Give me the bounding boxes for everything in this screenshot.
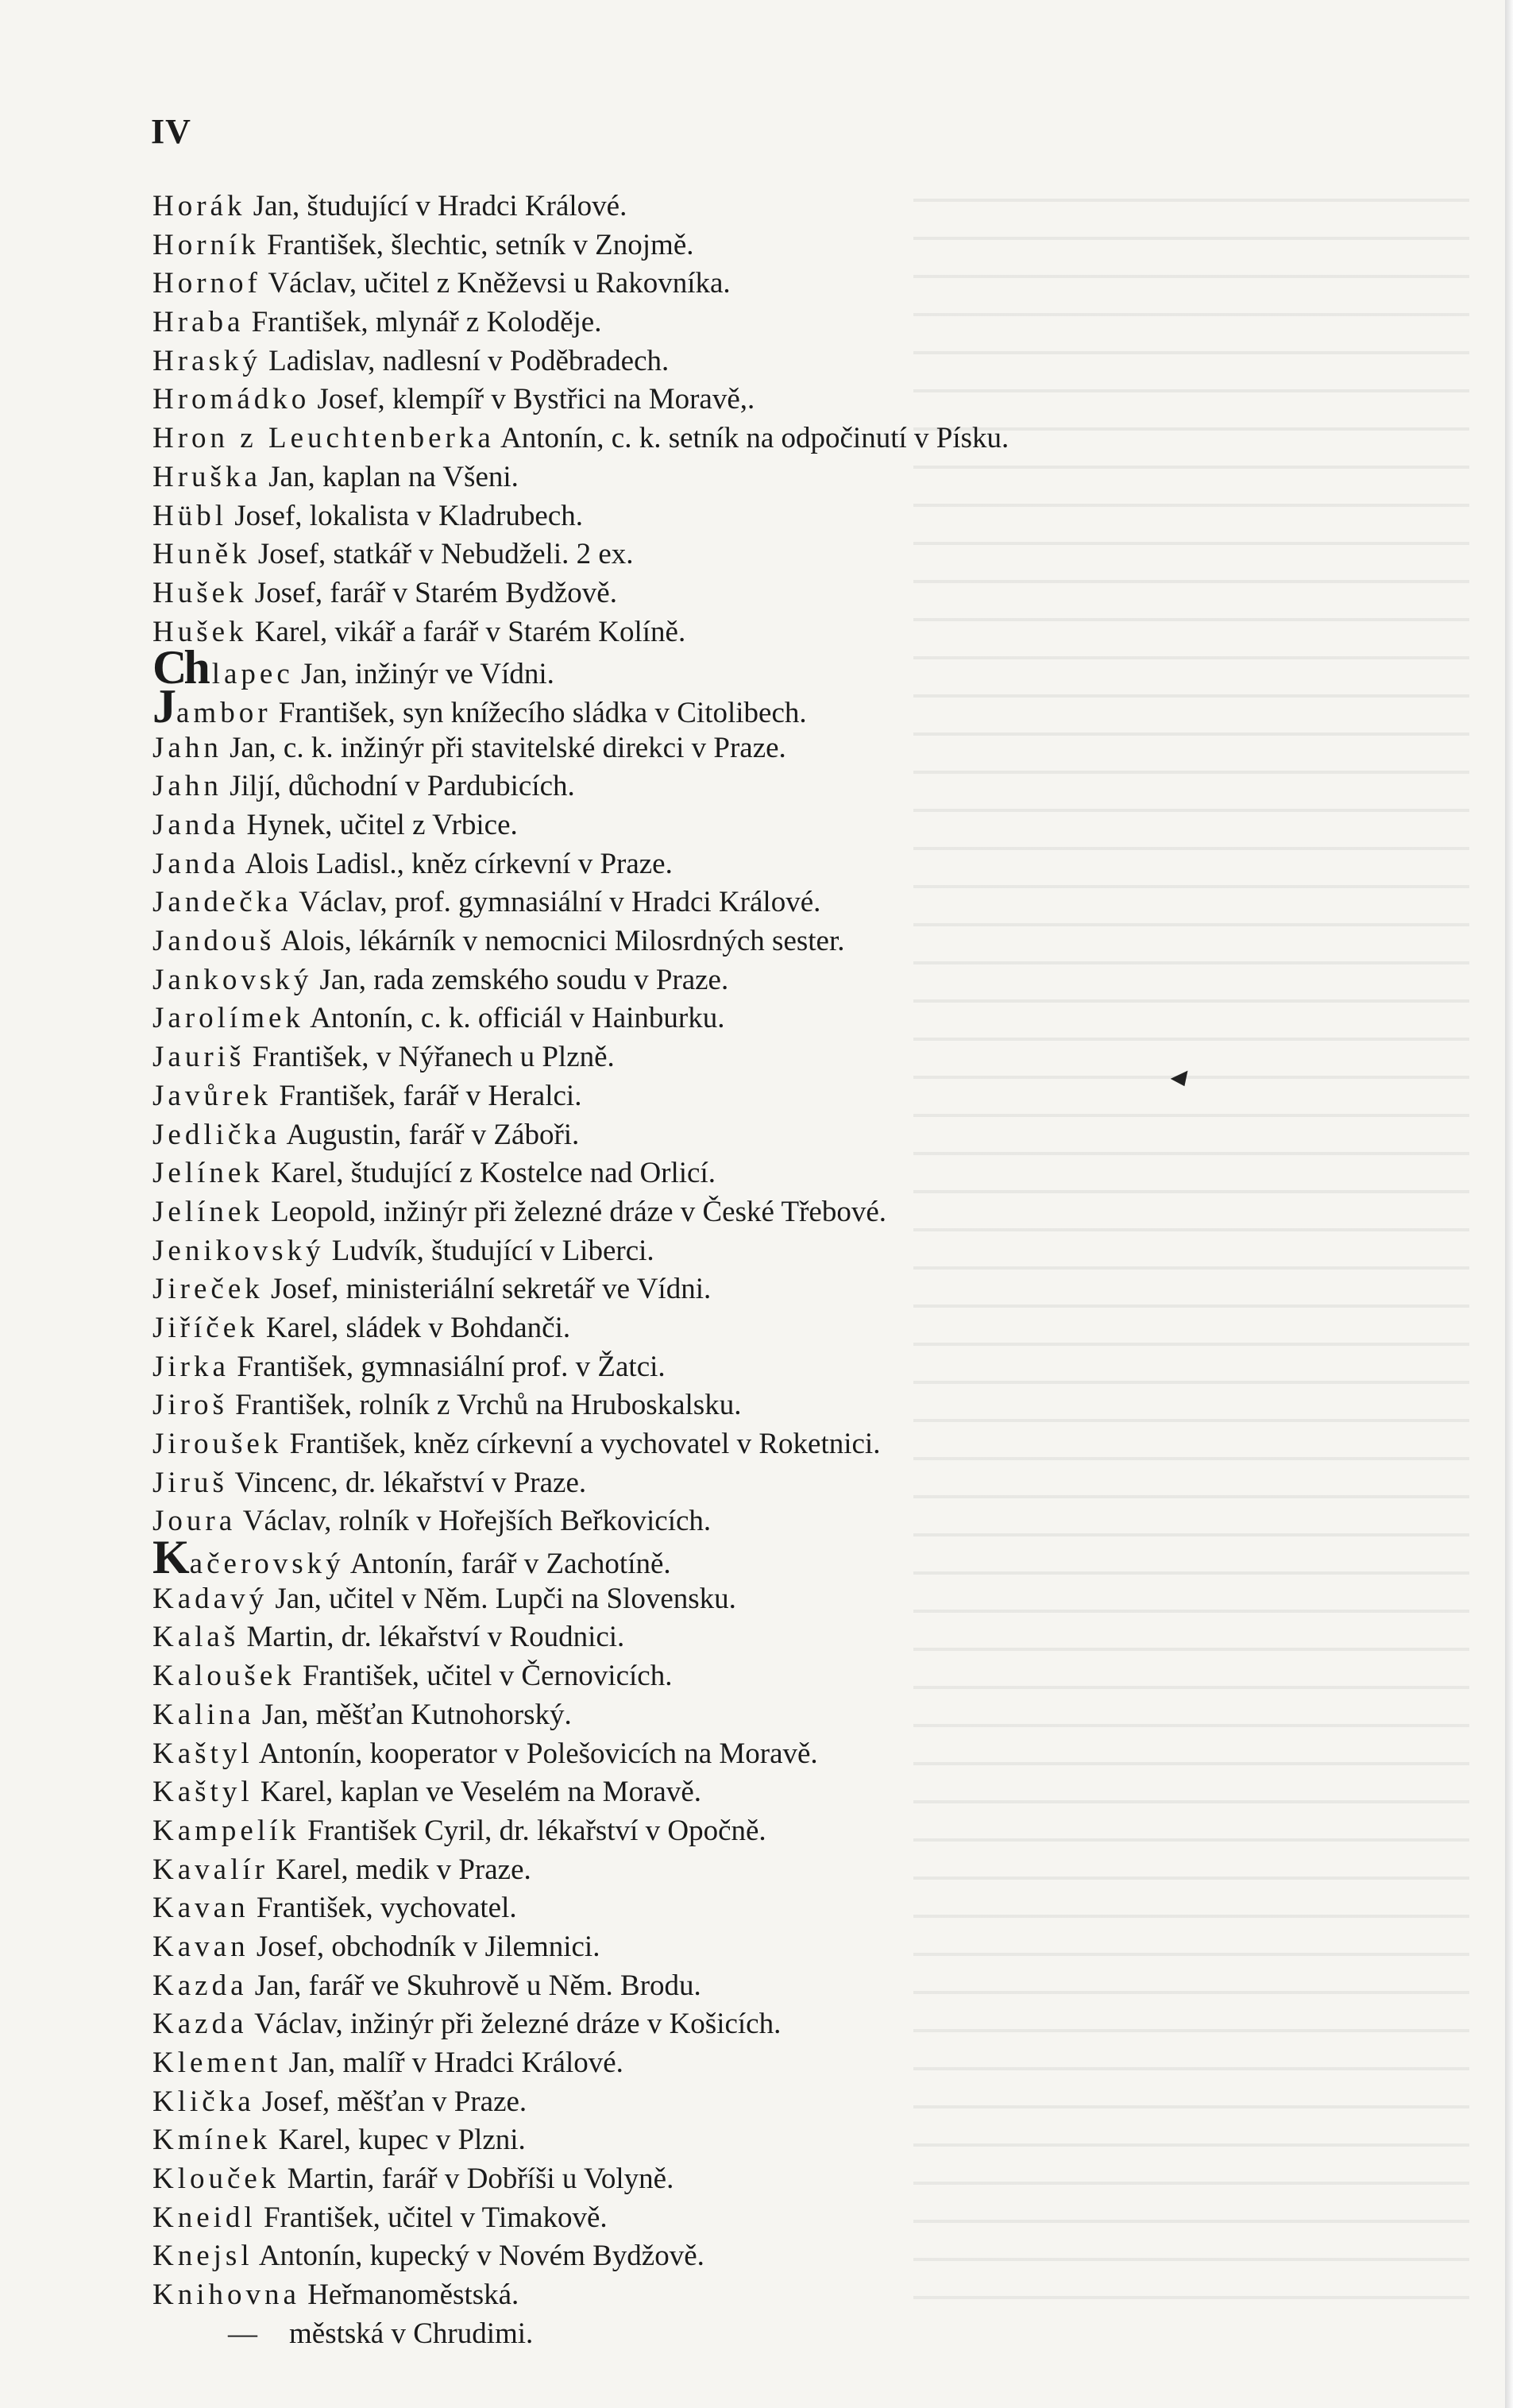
list-item [152,2199,1344,2238]
entry-details: Václav, rolník v Hořejších Beřkovicích. [236,1505,712,1538]
list-item [152,613,1344,652]
surname: Kazda [152,1969,248,2002]
list-item [152,2160,1344,2199]
entry-details: Augustin, farář v Záboři. [280,1118,580,1151]
list-item [152,1580,1344,1619]
entry-details: František, kněz církevní a vychovatel v Roketnici. [282,1428,881,1460]
entry-details: Ludvík, študující v Liberci. [324,1234,654,1267]
entry-details: František, šlechtic, setník v Znojmě. [259,228,694,261]
surname: Jiroš [152,1389,228,1422]
entry-details: Karel, vikář a farář v Starém Kolíně. [247,615,686,648]
list-item [152,1502,1344,1541]
entry-details: Jan, učitel v Něm. Lupči na Slovensku. [268,1582,736,1615]
list-item [152,419,1344,458]
list-item [152,2276,1344,2315]
surname: Jelínek [152,1157,264,1190]
list-item [152,226,1344,265]
list-item [152,2237,1344,2276]
entry-details: městská v Chrudimi. [289,2317,534,2350]
entry-details: Martin, dr. lékařství v Roudnici. [239,1621,625,1654]
surname: Huněk [152,538,251,571]
surname: Hornof [152,267,261,300]
list-item [152,1696,1344,1735]
surname: lapec [211,658,294,691]
entry-details: Antonín, farář v Zachotíně. [344,1548,671,1581]
entry-details: František Cyril, dr. lékařství v Opočně. [299,1814,766,1847]
list-item [152,999,1344,1038]
entry-details: František, mlynář z Koloděje. [244,306,602,339]
section-initial: J [152,679,176,732]
surname: Klouček [152,2163,280,2196]
entry-details: Heřmanoměstská. [299,2279,519,2312]
surname: Hraba [152,306,245,339]
list-item [152,767,1344,806]
list-item [152,1735,1344,1774]
entry-details: Jan, rada zemského soudu v Praze. [312,963,729,996]
entry-details: Jan, inžinýr ve Vídni. [293,658,554,691]
surname: Knejsl [152,2240,253,2273]
list-item [152,845,1344,884]
entry-details: Karel, medik v Praze. [268,1853,531,1886]
entry-details: Antonín, kooperator v Polešovicích na Moravě. [253,1737,818,1770]
entry-details: Jan, študující v Hradci Králové. [245,190,627,222]
list-item [152,1657,1344,1696]
entry-details: Vincenc, dr. lékařství v Praze. [227,1466,587,1499]
entry-details: František, farář v Heralci. [272,1079,582,1112]
entry-details: Václav, prof. gymnasiální v Hradci Králové. [291,886,821,919]
list-item [152,961,1344,1000]
entry-details: Jan, měšťan Kutnohorský. [254,1698,572,1731]
list-item [152,2315,1344,2354]
list-item [152,497,1344,536]
list-item [152,1928,1344,1967]
list-item [152,381,1344,419]
surname: Jahn [152,770,222,803]
entry-details: František, učitel v Černovicích. [295,1660,673,1693]
surname: Jiruš [152,1466,228,1499]
list-item [152,1309,1344,1348]
list-item [152,806,1344,845]
surname: Hušek [152,615,248,648]
entry-details: Jan, farář ve Skuhrově u Něm. Brodu. [247,1969,701,2002]
surname: Jiroušek [152,1428,283,1460]
entry-details: Karel, kaplan ve Veselém na Moravě. [253,1776,701,1809]
list-item [152,922,1344,961]
entry-details: František, v Nýřanech u Plzně. [245,1041,615,1074]
entry-details: Jiljí, důchodní v Pardubicích. [222,770,575,803]
surname: Jenikovský [152,1234,325,1267]
surname: Jarolímek [152,1002,304,1035]
list-item [152,1154,1344,1193]
entry-details: Ladislav, nadlesní v Poděbradech. [261,344,670,377]
list-item [152,1386,1344,1425]
surname: Kavan [152,1930,249,1963]
entry-details: Jan, malíř v Hradci Králové. [281,2047,623,2079]
entry-details: Josef, obchodník v Jilemnici. [249,1930,600,1963]
list-item [152,1116,1344,1155]
surname: Klement [152,2047,282,2079]
entry-details: Hynek, učitel z Vrbice. [239,809,518,841]
list-item [152,342,1344,381]
entry-details: Karel, sládek v Bohdanči. [258,1311,571,1344]
surname: Knihovna [152,2279,300,2312]
surname: Janda [152,809,240,841]
list-item [152,535,1344,574]
entry-details: Josef, farář v Starém Bydžově. [247,576,617,609]
list-item [152,1851,1344,1890]
list-item [152,1193,1344,1232]
surname: Jauriš [152,1041,245,1074]
entry-details: Karel, študující z Kostelce nad Orlicí. [263,1157,716,1190]
surname: Jelínek [152,1195,264,1228]
surname: ačerovský [189,1548,345,1581]
surname: Joura [152,1505,237,1538]
list-item [152,265,1344,303]
page-edge [1505,0,1513,2408]
list-item [152,1232,1344,1271]
surname: Hušek [152,576,248,609]
entry-details: Martin, farář v Dobříši u Volyně. [280,2163,674,2196]
list-item [152,1812,1344,1851]
surname: Kneidl [152,2201,257,2234]
surname: Horák [152,190,246,222]
entry-details: Antonín, kupecký v Novém Bydžově. [253,2240,704,2273]
entry-details: František, gymnasiální prof. v Žatci. [229,1350,666,1383]
list-item [152,883,1344,922]
surname: Kadavý [152,1582,268,1615]
surname: Hraský [152,344,261,377]
entry-details: František, syn knížecího sládka v Citolibech. [271,696,807,729]
surname: Kalaš [152,1621,240,1654]
surname: Hruška [152,460,261,493]
surname: Jandouš [152,925,276,958]
list-item [152,187,1344,226]
list-item [152,1889,1344,1928]
surname: Kalina [152,1698,255,1731]
surname: Jedlička [152,1118,281,1151]
surname: Jankovský [152,963,313,996]
surname: Horník [152,228,260,261]
surname: Hron z Leuchtenberka [152,422,495,455]
list-item [152,574,1344,613]
list-item [152,2121,1344,2160]
entry-details: Jan, c. k. inžinýr při stavitelské direkci v Praze. [222,731,786,764]
list-item [152,458,1344,497]
ditto-dash: — [228,2317,257,2350]
list-item [152,1464,1344,1503]
list-item [152,729,1344,768]
list-item [152,1531,1344,1584]
surname: Kavan [152,1892,249,1925]
page-number: IV [151,112,191,151]
list-item [152,2083,1344,2122]
surname: Jandečka [152,886,292,919]
list-item [152,1038,1344,1077]
surname: Klička [152,2085,255,2118]
list-item [152,2005,1344,2044]
surname: Jirka [152,1350,230,1383]
entry-details: Josef, ministeriální sekretář ve Vídni. [263,1273,712,1306]
surname: ambor [176,696,272,729]
list-item [152,1270,1344,1309]
surname: Jiříček [152,1311,259,1344]
list-item [152,1348,1344,1387]
surname: Hübl [152,499,227,532]
surname: Kaštyl [152,1737,253,1770]
section-initial: Ch [152,641,207,694]
entry-details: Josef, měšťan v Praze. [254,2085,527,2118]
entry-details: Alois, lékárník v nemocnici Milosrdných sester. [275,925,845,958]
list-item [152,1077,1344,1116]
surname: Hromádko [152,383,311,416]
surname: Kaloušek [152,1660,295,1693]
surname: Kavalír [152,1853,268,1886]
surname: Janda [152,847,240,880]
surname: Kaštyl [152,1776,253,1809]
entry-details: Jan, kaplan na Všeni. [261,460,519,493]
entry-details: František, učitel v Timakově. [256,2201,608,2234]
entry-details: Antonín, c. k. setník na odpočinutí v Písku. [494,422,1009,455]
entry-details: František, rolník z Vrchů na Hruboskalsku. [227,1389,742,1422]
entry-details: Josef, lokalista v Kladrubech. [227,499,583,532]
surname: Jireček [152,1273,264,1306]
entry-details: František, vychovatel. [249,1892,517,1925]
list-item [152,1425,1344,1464]
list-item [152,1618,1344,1657]
list-item [152,303,1344,342]
section-initial: K [152,1531,190,1584]
list-item [152,1967,1344,2006]
list-item [152,679,1344,732]
entry-details: Václav, inžinýr při železné dráze v Košicích. [247,2008,782,2041]
list-item [152,2044,1344,2083]
surname: Kmínek [152,2124,272,2157]
list-item [152,1773,1344,1812]
list-item [152,641,1344,694]
surname: Kampelík [152,1814,300,1847]
subscriber-list [152,187,1344,2354]
surname: Jahn [152,731,222,764]
entry-details: Karel, kupec v Plzni. [271,2124,526,2157]
surname: Kazda [152,2008,248,2041]
entry-details: Josef, klempíř v Bystřici na Moravě,. [310,383,755,416]
entry-details: Václav, učitel z Kněževsi u Rakovníka. [261,267,731,300]
entry-details: Leopold, inžinýr při železné dráze v České Třebové. [263,1195,887,1228]
surname: Javůrek [152,1079,272,1112]
entry-details: Josef, statkář v Nebudželi. 2 ex. [250,538,634,571]
entry-details: Antonín, c. k. officiál v Hainburku. [303,1002,725,1035]
entry-details: Alois Ladisl., kněz církevní v Praze. [239,847,673,880]
